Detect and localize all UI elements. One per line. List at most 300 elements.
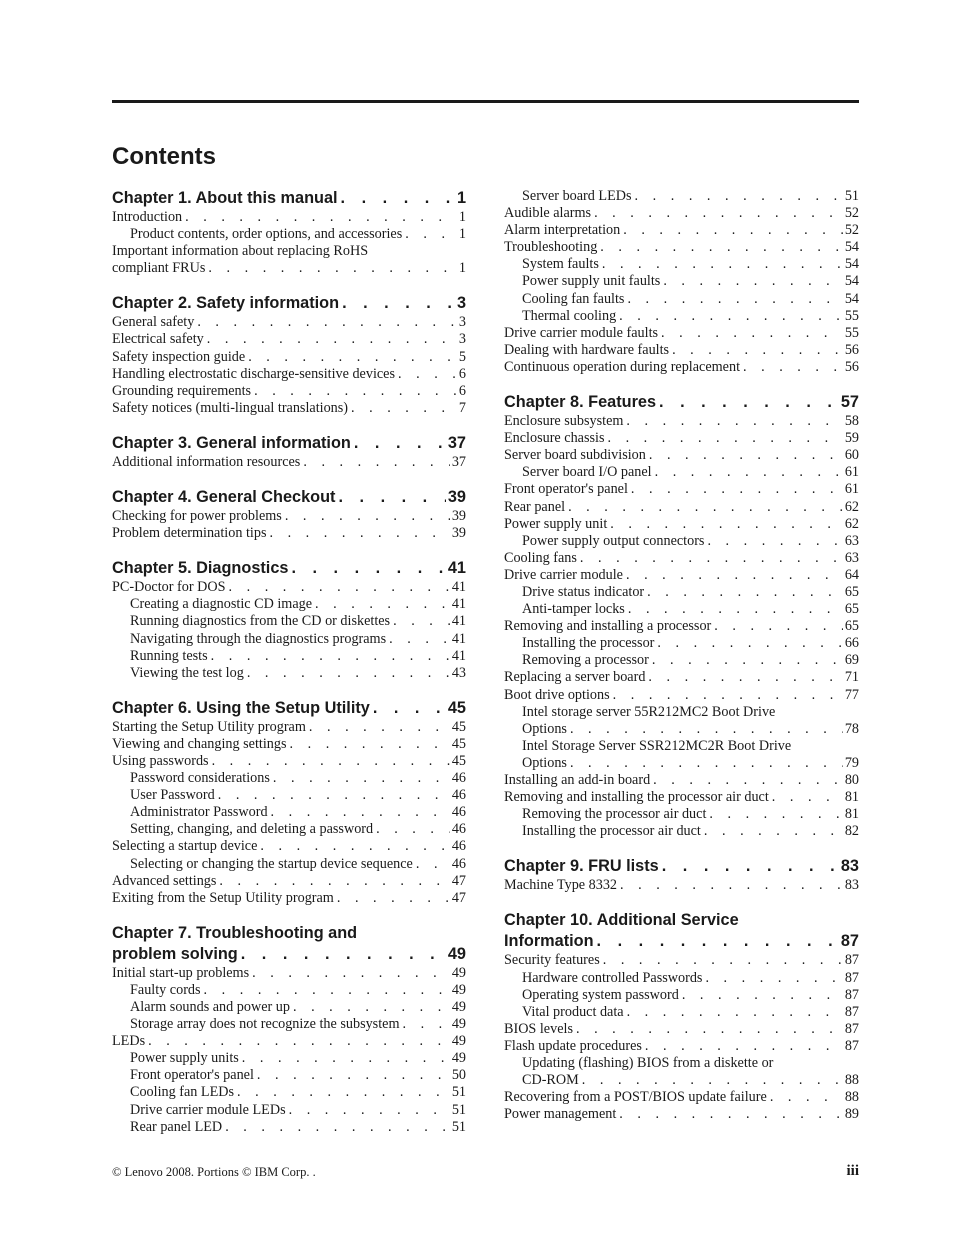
toc-entry-label: Boot drive options (504, 686, 610, 703)
toc-entry-page: 60 (844, 447, 859, 464)
toc-entry-link[interactable] (504, 877, 859, 894)
toc-entry-page: 55 (844, 307, 859, 324)
chapter-page-number: 87 (840, 932, 859, 951)
toc-entry-label: Server board subdivision (504, 447, 646, 464)
toc-entry-link[interactable] (112, 596, 466, 613)
toc-entry-link[interactable] (112, 648, 466, 665)
toc-entry-link[interactable] (504, 567, 859, 584)
toc-entry-link[interactable] (112, 525, 466, 542)
dot-leader (215, 787, 450, 804)
toc-entry-label: Selecting a startup device (112, 838, 258, 855)
toc-entry-label: Administrator Password (130, 804, 268, 821)
toc-entry-link[interactable] (112, 665, 466, 682)
dot-leader (711, 618, 843, 635)
dot-leader (623, 567, 843, 584)
toc-entry-link[interactable] (504, 533, 859, 550)
chapter-page-number: 49 (447, 944, 466, 963)
dot-leader (565, 499, 843, 516)
toc-entry-link[interactable] (112, 1016, 466, 1033)
toc-entry-page: 81 (844, 806, 859, 823)
toc-entry-page: 7 (458, 399, 466, 416)
dot-leader (257, 838, 449, 855)
toc-entry-label: Drive status indicator (522, 583, 645, 600)
toc-entry-label: Drive carrier module LEDs (130, 1101, 286, 1118)
dot-leader (222, 1119, 450, 1136)
toc-entry-page: 46 (451, 770, 466, 787)
dot-leader (650, 772, 843, 789)
toc-entry-label: Troubleshooting (504, 239, 598, 256)
toc-entry-page: 45 (451, 718, 466, 735)
chapter-heading-line: Chapter 9. FRU lists (504, 857, 659, 876)
toc-entry-page: 1 (458, 260, 466, 277)
toc-entry-label: Installing the processor air duct (522, 823, 701, 840)
dot-leader (251, 383, 457, 400)
toc-entry-link[interactable] (112, 631, 466, 648)
toc-entry-link[interactable] (112, 787, 466, 804)
toc-entry-link[interactable] (504, 618, 859, 635)
toc-entry-link[interactable] (112, 454, 466, 471)
toc-entry-label: Viewing the test log (130, 664, 244, 681)
toc-entry-link[interactable] (112, 821, 466, 838)
toc-entry-label: Installing an add-in board (504, 772, 651, 788)
chapter-heading-line: Chapter 4. General Checkout (112, 488, 336, 507)
toc-entry-link[interactable] (504, 669, 859, 686)
toc-entry-page: 79 (844, 754, 859, 771)
toc-entry-page: 78 (844, 720, 859, 737)
toc-entry-label: Enclosure subsystem (504, 413, 624, 430)
toc-entry-page: 51 (451, 1101, 466, 1118)
toc-entry-link[interactable] (112, 400, 466, 417)
chapter-heading-link[interactable] (112, 558, 466, 579)
dot-leader (209, 753, 450, 770)
toc-entry-page: 65 (844, 601, 859, 618)
toc-entry-link[interactable] (112, 226, 466, 243)
chapter-heading-line: Chapter 7. Troubleshooting and (112, 923, 358, 942)
toc-entry-page: 46 (451, 804, 466, 821)
toc-entry-page: 54 (844, 239, 859, 256)
dot-leader (145, 1033, 450, 1050)
toc-entry-link[interactable] (504, 1072, 859, 1089)
dot-leader (399, 1016, 449, 1033)
toc-chapter-block (112, 293, 466, 417)
toc-entry-link[interactable] (504, 970, 859, 987)
toc-entry-label: Power supply units (130, 1050, 239, 1067)
dot-leader (567, 721, 843, 738)
toc-entry-link[interactable] (112, 719, 466, 736)
chapter-heading-line: problem solving (112, 944, 238, 963)
toc-entry-link[interactable] (504, 987, 859, 1004)
toc-entry-label: BIOS levels (504, 1020, 573, 1037)
dot-leader (623, 413, 842, 430)
toc-entry-page: 45 (451, 735, 466, 752)
toc-entry-page: 87 (844, 1037, 859, 1054)
chapter-heading-line: Chapter 2. Safety information (112, 294, 340, 313)
toc-entry-label: Power supply unit faults (522, 273, 661, 290)
chapter-heading-link[interactable] (504, 392, 859, 413)
toc-entry-link[interactable] (112, 613, 466, 630)
toc-entry-label: Product contents, order options, and accessories (130, 226, 403, 243)
toc-entry-link[interactable] (112, 753, 466, 770)
dot-leader (234, 1084, 450, 1101)
toc-entry-link[interactable] (504, 1038, 859, 1055)
dot-leader (395, 366, 457, 383)
chapter-heading-line: Chapter 6. Using the Setup Utility (112, 698, 370, 717)
toc-entry-page: 62 (844, 498, 859, 515)
toc-entry-label: Cooling fans (504, 549, 577, 566)
toc-entry-page: 1 (458, 226, 466, 243)
chapter-heading-line: Chapter 1. About this manual (112, 189, 338, 207)
chapter-heading-row (504, 931, 859, 952)
toc-entry-link[interactable] (112, 999, 466, 1016)
chapter-heading-line: Chapter 5. Diagnostics (112, 559, 289, 578)
dot-leader (201, 982, 450, 999)
toc-entry-page: 46 (451, 821, 466, 838)
chapter-heading-row (112, 944, 466, 965)
chapter-heading-link[interactable] (112, 923, 466, 965)
toc-entry-label: Checking for power problems (112, 508, 282, 525)
toc-entry-link[interactable] (112, 838, 466, 855)
toc-entry-link[interactable] (504, 430, 859, 447)
toc-entry-link[interactable] (504, 291, 859, 308)
toc-entry-label: Enclosure chassis (504, 430, 605, 447)
toc-entry-label: Introduction (112, 209, 183, 225)
toc-entry-link[interactable] (504, 222, 859, 239)
toc-entry-link[interactable] (112, 579, 466, 596)
toc-entry-page: 87 (844, 952, 859, 969)
toc-entry-page: 49 (451, 1050, 466, 1067)
toc-entry-page: 47 (451, 889, 466, 906)
dot-leader (616, 308, 843, 325)
dot-leader (287, 736, 450, 753)
dot-leader (649, 652, 843, 669)
dot-leader (370, 698, 446, 719)
toc-entry-label: Running diagnostics from the CD or diskettes (130, 613, 391, 630)
chapter-heading-line: Chapter 3. General information (112, 433, 351, 452)
toc-entry-link[interactable] (112, 366, 466, 383)
dot-leader (645, 669, 842, 686)
toc-entry-page: 87 (844, 1003, 859, 1020)
toc-entry-label: Security features (504, 952, 600, 969)
toc-entry-label: Power management (504, 1106, 617, 1123)
toc-entry-label: Removing the processor air duct (522, 806, 707, 823)
dot-leader (182, 209, 457, 226)
dot-leader (194, 314, 457, 331)
dot-leader (373, 821, 450, 838)
toc-entry-page: 65 (844, 618, 859, 635)
toc-entry-label: Cooling fan faults (522, 290, 625, 307)
toc-entry-label: Important information about replacing RoHS (112, 243, 369, 260)
toc-entry-link[interactable] (504, 1021, 859, 1038)
dot-leader (642, 1038, 843, 1055)
toc-entry-link[interactable] (504, 687, 859, 704)
dot-leader (652, 464, 843, 481)
toc-entry-page: 49 (451, 964, 466, 981)
toc-entry-label: Drive carrier module faults (504, 324, 659, 341)
dot-leader (625, 601, 843, 618)
toc-entry-page: 54 (844, 290, 859, 307)
toc-entry-label: Options (522, 754, 567, 771)
dot-leader (226, 579, 450, 596)
toc-entry-label: LEDs (112, 1033, 146, 1050)
toc-entry-link[interactable] (112, 1033, 466, 1050)
toc-entry-page: 39 (451, 525, 466, 542)
toc-entry-label: Hardware controlled Passwords (522, 969, 703, 986)
toc-entry-line (112, 243, 466, 260)
toc-entry-link[interactable] (112, 770, 466, 787)
dot-leader (254, 1067, 450, 1084)
toc-entry-label: Operating system password (522, 986, 679, 1003)
dot-leader (624, 1004, 843, 1021)
toc-entry-link[interactable] (504, 273, 859, 290)
dot-leader (591, 205, 843, 222)
dot-leader (616, 1106, 843, 1123)
chapter-heading-row (504, 392, 859, 413)
toc-entry-page: 3 (458, 314, 466, 331)
toc-entry-label: Flash update procedures (504, 1037, 642, 1054)
toc-entry-label: Safety notices (multi-lingual translations) (112, 399, 349, 416)
chapter-heading-row (112, 188, 466, 209)
toc-entry-page: 87 (844, 986, 859, 1003)
toc-entry-link[interactable] (112, 508, 466, 525)
toc-entry-label: Front operator's panel (504, 481, 628, 498)
toc-entry-link[interactable] (112, 1050, 466, 1067)
toc-entry-link[interactable] (112, 856, 466, 873)
toc-entry-link[interactable] (112, 736, 466, 753)
dot-leader (238, 944, 446, 965)
toc-entry-link[interactable] (112, 982, 466, 999)
chapter-heading-row (112, 487, 466, 508)
toc-entry-link[interactable] (112, 209, 466, 226)
toc-entry-label: PC-Doctor for DOS (112, 579, 226, 596)
toc-entry-link[interactable] (112, 331, 466, 348)
toc-entry-label: Installing the processor (522, 635, 655, 652)
chapter-heading-link[interactable] (504, 910, 859, 952)
toc-entry-page: 63 (844, 532, 859, 549)
toc-entry-label: Machine Type 8332 (504, 877, 618, 894)
toc-entry-link[interactable] (504, 952, 859, 969)
chapter-heading-link[interactable] (112, 487, 466, 508)
chapter-heading-link[interactable] (504, 856, 859, 877)
dot-leader (702, 970, 842, 987)
toc-entry-label: System faults (522, 256, 599, 273)
toc-entry-link[interactable] (504, 601, 859, 618)
toc-entry-link[interactable] (504, 789, 859, 806)
toc-entry-line (504, 738, 859, 755)
toc-entry-page: 83 (844, 877, 859, 894)
toc-entry-label: Grounding requirements (112, 382, 252, 399)
toc-entry-link[interactable] (504, 308, 859, 325)
dot-leader (660, 273, 842, 290)
toc-entry-label: Anti-tamper locks (522, 601, 625, 618)
toc-entry-link[interactable] (504, 652, 859, 669)
dot-leader (607, 516, 843, 533)
toc-entry-link[interactable] (504, 584, 859, 601)
toc-entry-link[interactable] (504, 188, 859, 205)
toc-entry-link[interactable] (504, 635, 859, 652)
toc-entry-label: Electrical safety (112, 331, 204, 348)
toc-entry-link[interactable] (112, 1102, 466, 1119)
toc-entry-link[interactable] (504, 342, 859, 359)
toc-entry-link[interactable] (504, 413, 859, 430)
toc-entry-page: 41 (451, 596, 466, 613)
dot-leader (679, 987, 843, 1004)
toc-entry-link[interactable] (112, 260, 466, 277)
toc-entry-page: 37 (451, 453, 466, 470)
dot-leader (208, 648, 450, 665)
toc-entry-link[interactable] (112, 873, 466, 890)
dot-leader (704, 533, 842, 550)
toc-entry-link[interactable] (504, 1106, 859, 1123)
toc-entry-label: Additional information resources (112, 453, 301, 470)
toc-entry-page: 63 (844, 549, 859, 566)
toc-entry-link[interactable] (504, 1004, 859, 1021)
toc-entry-page: 41 (451, 613, 466, 630)
toc-entry-link[interactable] (504, 772, 859, 789)
dot-leader (204, 331, 457, 348)
toc-entry-page: 62 (844, 515, 859, 532)
toc-entry-page: 80 (844, 772, 859, 788)
dot-leader (594, 931, 839, 952)
dot-leader (249, 965, 450, 982)
chapter-heading-link[interactable] (112, 188, 466, 209)
toc-entry-link[interactable] (112, 1067, 466, 1084)
dot-leader (290, 999, 450, 1016)
dot-leader (288, 558, 445, 579)
toc-entry-link[interactable] (504, 256, 859, 273)
toc-entry-link[interactable] (504, 205, 859, 222)
dot-leader (573, 1021, 843, 1038)
toc-entry-page: 49 (451, 1016, 466, 1033)
toc-entry-page: 54 (844, 273, 859, 290)
toc-chapter-block (112, 558, 466, 682)
toc-entry-link[interactable] (112, 349, 466, 366)
toc-column-right (504, 188, 859, 1123)
toc-entry-label: User Password (130, 787, 215, 804)
dot-leader (334, 890, 450, 907)
toc-entry-link[interactable] (504, 359, 859, 376)
toc-entry-page: 82 (844, 823, 859, 840)
toc-entry-label: Power supply output connectors (522, 532, 705, 549)
toc-entry-link[interactable] (112, 804, 466, 821)
toc-entry-label: Intel Storage Server SSR212MC2R Boot Drive (522, 737, 792, 754)
dot-leader (567, 755, 843, 772)
toc-entry-page: 41 (451, 647, 466, 664)
dot-leader (338, 188, 455, 209)
toc-entry-label: CD-ROM (522, 1072, 579, 1089)
toc-entry-link[interactable] (504, 447, 859, 464)
toc-entry-label: General safety (112, 314, 195, 331)
dot-leader (402, 226, 457, 243)
toc-entry-link[interactable] (504, 325, 859, 342)
toc-entry-label: Viewing and changing settings (112, 735, 287, 752)
dot-leader (312, 596, 450, 613)
toc-entry-label: Alarm interpretation (504, 222, 621, 239)
dot-leader (270, 770, 450, 787)
toc-entry-link[interactable] (112, 1119, 466, 1136)
toc-chapter-block (112, 698, 466, 907)
dot-leader (632, 188, 843, 205)
dot-leader (286, 1102, 450, 1119)
toc-entry-page: 66 (844, 635, 859, 652)
toc-entry-link[interactable] (112, 1084, 466, 1101)
dot-leader (579, 1072, 843, 1089)
toc-entry-page: 47 (451, 872, 466, 889)
toc-entry-page: 77 (844, 686, 859, 703)
toc-entry-page: 49 (451, 1033, 466, 1050)
toc-entry-link[interactable] (504, 464, 859, 481)
toc-entry-page: 43 (451, 664, 466, 681)
toc-chapter-block (504, 856, 859, 894)
toc-entry-link[interactable] (112, 383, 466, 400)
chapter-heading-link[interactable] (112, 698, 466, 719)
toc-entry-page: 56 (844, 341, 859, 358)
toc-entry-link[interactable] (504, 721, 859, 738)
dot-leader (244, 665, 450, 682)
toc-entry-page: 52 (844, 205, 859, 222)
toc-entry-link[interactable] (504, 806, 859, 823)
toc-entry-page: 55 (844, 324, 859, 341)
toc-entry-link[interactable] (504, 823, 859, 840)
chapter-heading-line: Chapter 8. Features (504, 393, 657, 412)
chapter-heading-link[interactable] (112, 433, 466, 454)
toc-entry-page: 58 (844, 413, 859, 430)
toc-entry-link[interactable] (112, 890, 466, 907)
dot-leader (577, 550, 843, 567)
toc-entry-label: Safety inspection guide (112, 348, 246, 365)
toc-entry-label: Creating a diagnostic CD image (130, 596, 313, 613)
toc-entry-label: Intel storage server 55R212MC2 Boot Drive (522, 703, 776, 720)
toc-entry-label: Updating (flashing) BIOS from a diskette or (522, 1055, 774, 1072)
chapter-heading-line: Information (504, 932, 594, 951)
toc-entry-page: 87 (844, 969, 859, 986)
toc-entry-link[interactable] (112, 314, 466, 331)
chapter-page-number: 83 (840, 857, 859, 876)
toc-entry-label: Selecting or changing the startup device sequence (130, 855, 413, 872)
toc-entry-link[interactable] (504, 239, 859, 256)
dot-leader (617, 877, 843, 894)
dot-leader (335, 487, 445, 508)
toc-entry-page: 56 (844, 358, 859, 375)
dot-leader (740, 359, 843, 376)
toc-entry-label: Drive carrier module (504, 566, 623, 583)
toc-entry-link[interactable] (112, 965, 466, 982)
toc-entry-page: 51 (844, 188, 859, 204)
toc-entry-link[interactable] (504, 755, 859, 772)
toc-entry-label: Replacing a server board (504, 669, 646, 686)
chapter-page-number: 45 (447, 698, 466, 717)
toc-entry-page: 45 (451, 752, 466, 769)
toc-entry-label: Setting, changing, and deleting a password (130, 821, 374, 838)
chapter-heading-link[interactable] (112, 293, 466, 314)
toc-entry-label: Rear panel (504, 498, 566, 515)
toc-entry-link[interactable] (504, 499, 859, 516)
toc-entry-label: Using passwords (112, 752, 209, 769)
toc-entry-link[interactable] (504, 550, 859, 567)
toc-entry-page: 51 (451, 1118, 466, 1135)
toc-entry-label: Removing a processor (522, 652, 649, 669)
toc-entry-link[interactable] (504, 1089, 859, 1106)
dot-leader (413, 856, 450, 873)
toc-entry-link[interactable] (504, 481, 859, 498)
toc-entry-label: Dealing with hardware faults (504, 341, 670, 358)
toc-entry-page: 49 (451, 981, 466, 998)
toc-entry-label: Recovering from a POST/BIOS update failure (504, 1089, 767, 1106)
toc-entry-page: 46 (451, 838, 466, 855)
dot-leader (620, 222, 843, 239)
toc-entry-link[interactable] (504, 516, 859, 533)
dot-leader (386, 631, 450, 648)
dot-leader (654, 635, 842, 652)
